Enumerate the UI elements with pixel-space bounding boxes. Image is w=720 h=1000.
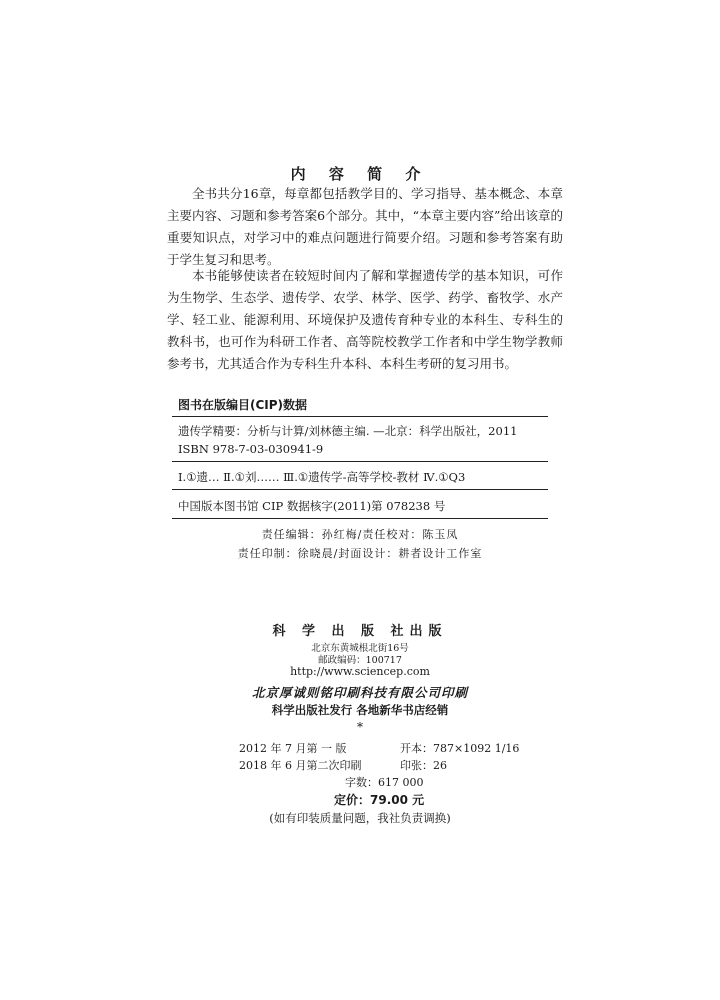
cip-record-number: 中国版本图书馆 CIP 数据核字(2011)第 078238 号 [178, 499, 446, 513]
divider [172, 489, 548, 490]
first-edition: 2012 年 7 月第 一 版 [239, 742, 347, 755]
publisher-name: 科 学 出 版 社 [272, 624, 410, 639]
summary-title: 内 容 简 介 [290, 165, 430, 183]
distribution-line: 科学出版社发行 各地新华书店经销 [271, 703, 449, 717]
publisher-url: http://www.sciencep.com [290, 665, 430, 678]
divider [172, 416, 548, 417]
printer-line [0, 682, 720, 701]
divider [172, 461, 548, 462]
summary-paragraph-1: 全书共分16章，每章都包括教学目的、学习指导、基本概念、本章主要内容、习题和参考答案6个部分。其中，“本章主要内容”给出该章的重要知识点，对学习中的难点问题进行简要介绍。习题和参考答案有助于学生复习和思考。 [167, 186, 563, 267]
summary-paragraph-2: 本书能够使读者在较短时间内了解和掌握遗传学的基本知识，可作为生物学、生态学、遗传学、农学、林学、医学、药学、畜牧学、水产学、轻工业、能源利用、环境保护及遗传育种专业的本科生、专科生的教科书，也可作为科研工作者、高等院校教学工作者和中学生物学教师参考书，尤其适合作为专科生升本科、本科生考研的复习用书。 [167, 268, 563, 371]
publisher-postcode: 邮政编码：100717 [318, 655, 402, 666]
word-count: 字数：617 000 [345, 776, 424, 789]
separator-star: * [357, 720, 363, 734]
price: 定价：79.00 元 [334, 793, 425, 807]
staff-line-editors: 责任编辑：孙红梅/责任校对：陈玉凤 [261, 528, 459, 541]
staff-line-production: 责任印制：徐晓晨/封面设计：耕者设计工作室 [237, 547, 483, 560]
quality-note: (如有印装质量问题，我社负责调换) [269, 811, 451, 825]
cip-classification: Ⅰ.①遗… Ⅱ.①刘…… Ⅲ.①遗传学-高等学校-教材 Ⅳ.①Q3 [178, 470, 466, 484]
cip-isbn: ISBN 978-7-03-030941-9 [178, 442, 324, 456]
cip-heading: 图书在版编目(CIP)数据 [178, 398, 308, 412]
book-format: 开本：787×1092 1/16 [400, 742, 520, 755]
printing-info: 2018 年 6 月第二次印刷 [239, 759, 362, 772]
print-sheets: 印张：26 [400, 759, 447, 772]
publisher-suffix: 出版 [409, 624, 448, 639]
cip-title-line: 遗传学精要：分析与计算/刘林德主编. —北京：科学出版社，2011 [178, 424, 518, 438]
printer-suffix: 印刷 [441, 685, 469, 700]
printer-name: 北京厚诚则铭印刷科技有限公司 [251, 685, 441, 700]
divider [172, 518, 548, 519]
publisher-line [0, 620, 720, 639]
publisher-address: 北京东黄城根北街16号 [311, 643, 409, 654]
